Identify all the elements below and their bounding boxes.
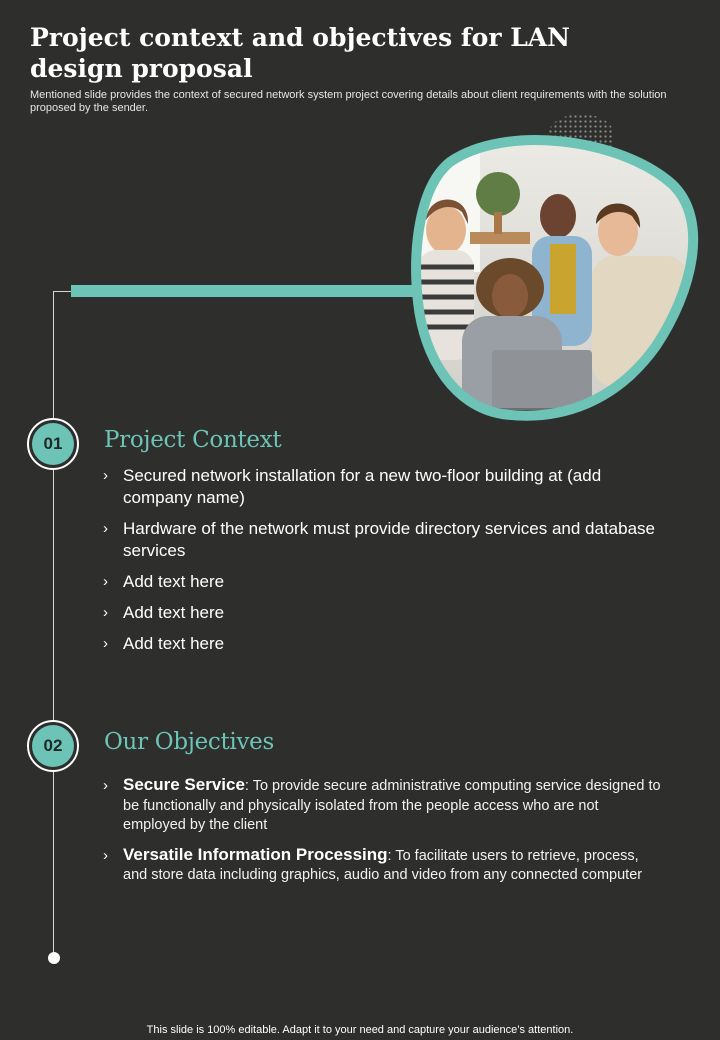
- list-item: › Add text here: [103, 634, 225, 653]
- section-title-project-context: Project Context: [104, 427, 282, 453]
- section-title-our-objectives: Our Objectives: [104, 729, 274, 755]
- list-item: › Secured network installation for a new two-floor building at (add company name): [103, 466, 602, 507]
- footer-note: This slide is 100% editable. Adapt it to your need and capture your audience’s attention.: [146, 1024, 574, 1036]
- objective-text: : To facilitate users to retrieve, process, and store data including graphics, audio and video from any connected computer: [123, 847, 643, 883]
- chevron-right-icon: ›: [103, 604, 108, 621]
- timeline-end-dot: [48, 952, 60, 964]
- objective-label: Secure Service: [123, 775, 245, 794]
- timeline-node-01: [27, 418, 79, 470]
- list-item: › Add text here: [103, 603, 225, 622]
- objectives-list: [103, 775, 663, 895]
- project-context-list: [103, 465, 663, 664]
- node-number: 01: [32, 423, 74, 465]
- accent-bar: [71, 285, 426, 297]
- objective-text: : To provide secure administrative computing service designed to be functionally and physically isolated from the people access who are not employed by the client: [123, 778, 661, 833]
- chevron-right-icon: ›: [103, 573, 108, 590]
- page-title: Project context and objectives for LAN design proposal: [30, 23, 571, 83]
- team-photo: [410, 132, 700, 432]
- timeline-connector: [53, 291, 73, 292]
- node-number: 02: [32, 725, 74, 767]
- list-item: › Hardware of the network must provide directory services and database services: [103, 519, 655, 560]
- list-item: › Add text here: [103, 572, 225, 591]
- list-item: [103, 845, 663, 886]
- objective-label: Versatile Information Processing: [123, 844, 388, 864]
- timeline-node-02: [27, 720, 79, 772]
- chevron-right-icon: ›: [103, 467, 108, 484]
- chevron-right-icon: ›: [103, 635, 108, 652]
- chevron-right-icon: ›: [103, 777, 108, 794]
- chevron-right-icon: ›: [103, 520, 108, 537]
- chevron-right-icon: ›: [103, 846, 108, 864]
- timeline-line: [53, 291, 54, 958]
- page-subtitle: Mentioned slide provides the context of secured network system project covering details about client requirements with the solution proposed by the sender.: [30, 89, 667, 114]
- list-item: [103, 775, 663, 836]
